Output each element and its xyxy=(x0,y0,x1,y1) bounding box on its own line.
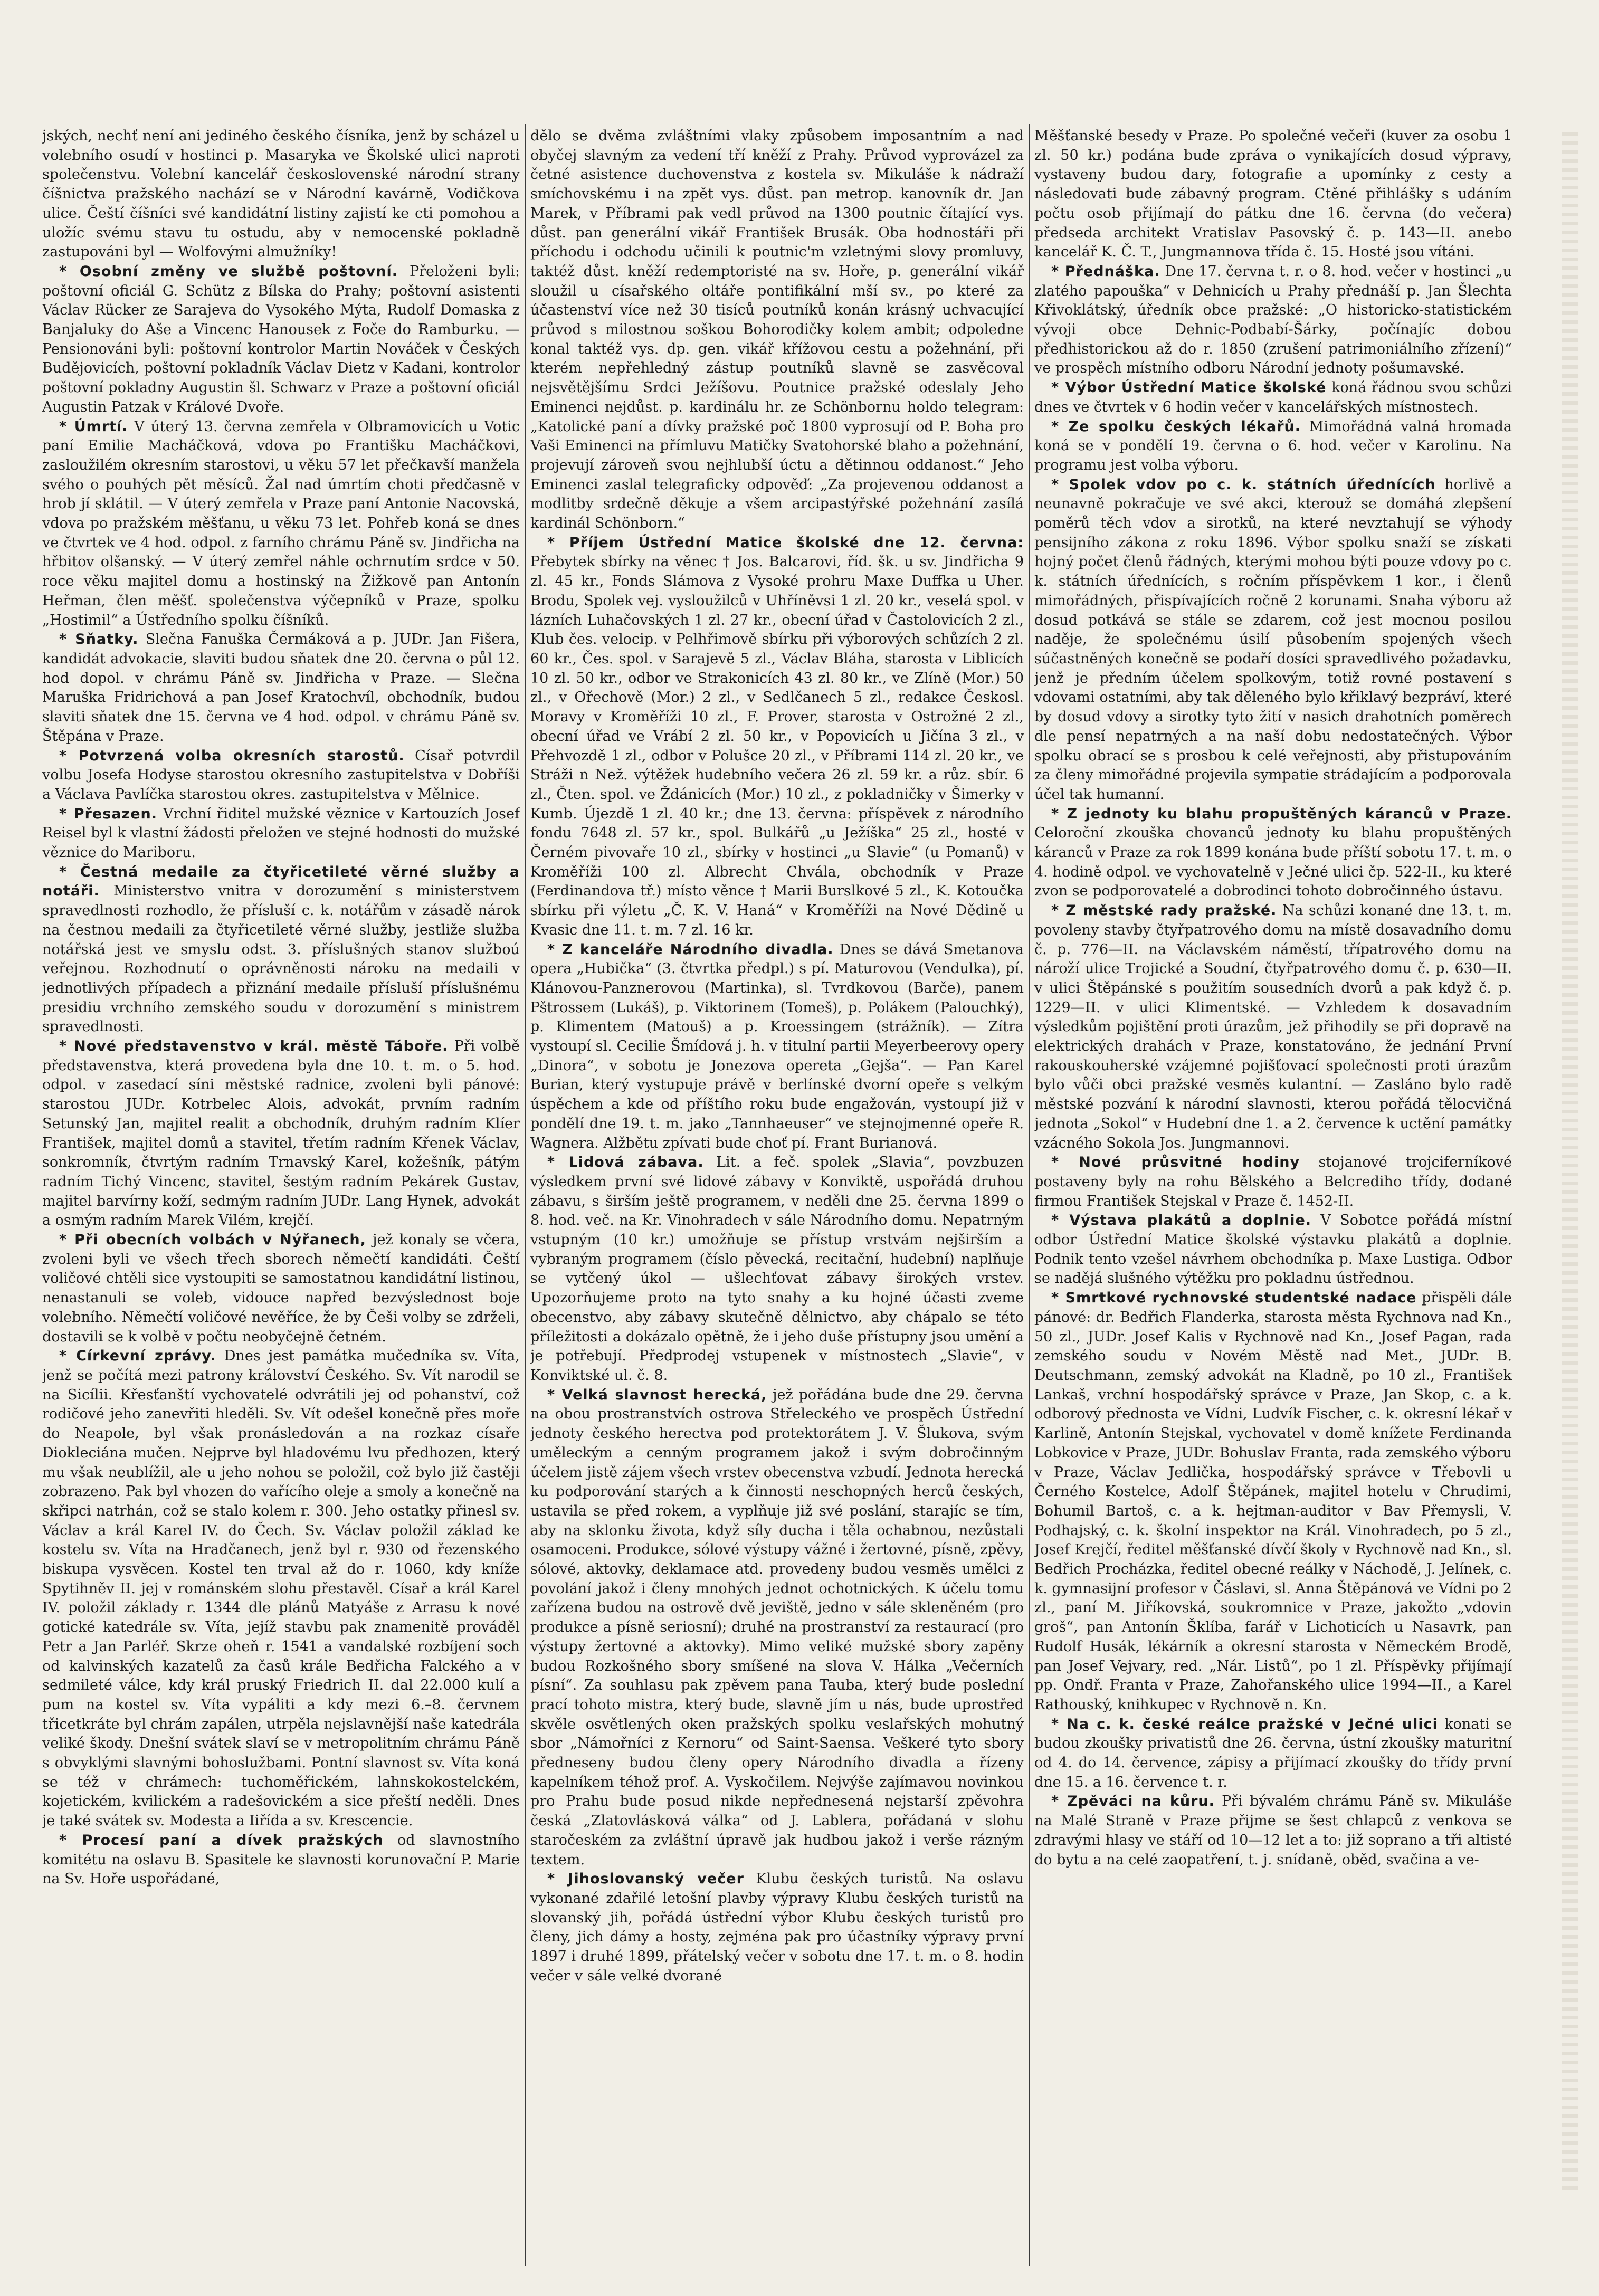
news-column-1 xyxy=(42,127,520,2264)
news-item xyxy=(42,127,520,262)
news-item-heading: * Přednáška. xyxy=(1051,263,1160,280)
news-item-text: Lit. a feč. spolek „Slavia“, povzbuzen výsledkem první své lidové zábavy v Konviktě, uspořádá druhou zábavu, s širším ještě programem, v neděli dne 25. června 1899 o 8. hod. več. na Kr. Vinohradech v sále Národního domu. Nepatrným vstupným (10 kr.) umožňuje se přístup vrstvám nejširším a vybraným programem (číslo pěvecká, recitační, hudební) naplňuje se vytčený úkol — ušlechťovat zábavy širokých vrstev. Upozorňujeme proto na tyto snahy a ku hojné účasti zveme obecenstvo, aby zábavy skutečně dělnictvo, aby chápalo se této příležitosti a dokázalo opětně, že i jeho duše přístupny jsou umění a je potřebují. Předprodej vstupenek v místnostech „Slavie“, v Konviktské ul. č. 8. xyxy=(530,1154,1024,1384)
news-item xyxy=(42,630,520,746)
news-item-heading: * Lidová zábava. xyxy=(547,1154,704,1171)
news-item xyxy=(42,1037,520,1231)
column-divider xyxy=(525,124,526,2266)
news-item-heading: * Při obecních volbách v Nýřanech, xyxy=(59,1232,366,1249)
news-item-text: jež konaly se včera, zvoleni byli ve všech třech sborech němečtí kandidáti. Čeští voličové chtěli sice vystoupiti se samostatnou kandidátní listinou, nenastanuli se voleb, vidouce napřed bezvýslednost boje volebního. Němečtí voličové nevěříce, že by Češi volby se zdrželi, dostavili se k volbě v počtu neobyčejně četném. xyxy=(42,1232,520,1345)
column-divider xyxy=(1029,124,1030,2266)
news-item-text: Dnes se dává Smetanova opera „Hubička“ (3. čtvrtka předpl.) s pí. Maturovou (Vendulka), pí. Klánovou-Panznerovou (Martinka), sl. Tvrdkovou (Barče), panem Pštrossem (Lukáš), p. Viktorinem (Tomeš), p. Polákem (Palouchký), p. Klimentem (Matouš) a p. Kroessingem (strážník). — Zítra vystoupí sl. Cecilie Šmídová j. h. v titulní partii Meyerbeerovy opery „Dinora“, v sobotu je Jonezova opereta „Gejša“. — Pan Karel Burian, který vystupuje právě v berlínské dvorní opeře s velkým úspěchem a kde od příštího roku bude engažován, vystoupí již v pondělí dne 19. t. m. jako „Tannhaeuser“ ve stejnojmenné opeře R. Wagnera. Alžbětu zpívati bude choť pí. Frant Burianová. xyxy=(530,941,1024,1151)
news-item xyxy=(530,127,1024,533)
news-item xyxy=(1034,127,1512,262)
news-item-heading: * Procesí paní a dívek pražských xyxy=(59,1832,384,1849)
news-item xyxy=(1034,475,1512,805)
news-item-heading: * Velká slavnost herecká, xyxy=(547,1386,767,1403)
news-item-heading: * Z kanceláře Národního divadla. xyxy=(547,941,834,958)
news-item xyxy=(1034,901,1512,1153)
news-item xyxy=(1034,1211,1512,1289)
news-item xyxy=(1034,262,1512,378)
news-item-text: od slavnostního komitétu na oslavu B. Spasitele ke slavnosti korunovační P. Marie na Sv. Hoře uspořádané, xyxy=(42,1832,520,1888)
news-item-text: V úterý 13. června zemřela v Olbramovicích u Votic paní Emilie Macháčková, vdova po Františku Macháčkovi, zasloužilém okresním starostovi, u věku 57 let přečkavší manžela svého o pouhých pět měsíců. Žal nad úmrtím choti předčasně v hrob jí sklátil. — V úterý zemřela v Praze paní Antonie Nacovská, vdova po pražském měšťanu, u věku 73 let. Pohřeb koná se dnes ve čtvrtek ve 4 hod. odpol. z farního chrámu Páně sv. Jindřicha na hřbitov olšanský. — V úterý zemřel náhle ochrnutím srdce v 50. roce věku majitel domu a hostinský na Žižkově pan Antonín Heřman, člen měšť. společenstva výčepníků v Praze, spolku „Hostimil“ a Ústředního spolku číšníků. xyxy=(42,418,520,628)
news-item-heading: * Zpěváci na kůru. xyxy=(1051,1793,1215,1810)
news-item-heading: * Výstava plakátů a doplnie. xyxy=(1051,1212,1312,1229)
news-item xyxy=(530,533,1024,940)
news-item-text: Dnes jest památka mučedníka sv. Víta, jenž se počítá mezi patrony království Českého. Sv. Vít narodil se na Sicílii. Křesťanští vychovatelé odvrátili jej od pohanství, což rodičové jeho zanevřiti hleděli. Sv. Vít odešel konečně přes moře do Neapole, byl však pronásledován a na rozkaz císaře Diokleciána mučen. Nejprve byl hladovému lvu předhozen, který mu však neublížil, ale u jeho nohou se položil, což bylo již častěji zobrazeno. Pak byl vhozen do vařícího oleje a smoly a konečně na skřipci natrhán, což se stalo kolem r. 300. Jeho ostatky přinesl sv. Václav a král Karel IV. do Čech. Sv. Václav položil základ ke kostelu sv. Víta na Hradčanech, jenž byl r. 930 od řezenského biskupa vysvěcen. Kostel ten trval až do r. 1060, kdy kníže Spytihněv II. jej v románském slohu přestavěl. Císař a král Karel IV. položil základy r. 1344 dle plánů Matyáše z Arrasu k nové gotické katedrále sv. Víta, jejíž stavbu pak znamenitě prováděl Petr a Jan Parléř. Skrze oheň r. 1541 a vandalské rozbíjení soch od kalvinských kazatelů za časů krále Bedřicha Falckého a v sedmileté válce, kdy král pruský Friedrich II. dal 22.000 kulí a pum na kostel sv. Víta vypáliti a kdy mezi 6.–8. červnem třicetkráte byl chrám zapálen, utrpěla nejslavnější naše katedrála veliké škody. Dnešní svátek slaví se v metropolitním chrámu Páně s obvyklými slavnými bohoslužbami. Pontní slavnost sv. Víta koná se též v chrámech: tuchoměřickém, lahnskokostelckém, kojetickém, kvilickém a radešovickém a sice přeští neděli. Dnes je také svátek sv. Modesta a Iiřída a sv. Krescencie. xyxy=(42,1348,520,1830)
news-item-heading: * Smrtkové rychnovské studentské nadace xyxy=(1051,1290,1417,1307)
news-column-3 xyxy=(1034,127,1512,2264)
news-item-heading: * Jihoslovanský večer xyxy=(547,1871,744,1888)
news-item-text: Celoroční zkouška chovanců jednoty ku blahu propuštěných káranců v Praze za rok 1899 konána bude příští sobotu 17. t. m. o 4. hodině odpol. ve vychovatelně v Ječné ulici čp. 522-II., ku které zvon se podporovatelé a dobrodinci tohoto dobročinného ústavu. xyxy=(1034,825,1512,900)
news-item-heading: * Osobní změny ve službě poštovní. xyxy=(59,263,398,280)
news-column-2 xyxy=(530,127,1024,2264)
news-item xyxy=(42,1831,520,1889)
news-item xyxy=(42,747,520,805)
news-item-heading: * Úmrtí. xyxy=(59,418,128,435)
news-item xyxy=(42,1231,520,1347)
news-item-heading: * Výbor Ústřední Matice školské xyxy=(1051,379,1327,396)
news-item-heading: * Církevní zprávy. xyxy=(59,1348,216,1365)
news-item-heading: * Sňatky. xyxy=(59,631,139,648)
news-item xyxy=(1034,1715,1512,1793)
news-item xyxy=(530,940,1024,1154)
news-item xyxy=(42,262,520,417)
news-item-text: koná řádnou svou schůzi dnes ve čtvrtek v 6 hodin večer v kancelářských místnostech. xyxy=(1034,379,1512,415)
scan-edge-artifact xyxy=(1562,132,1578,2190)
news-item xyxy=(42,1347,520,1831)
news-item-text: V Sobotce pořádá místní odbor Ústřední Matice školské výstavku plakátů a doplnie. Podnik tento vzešel návrhem obchodníka p. Maxe Lustiga. Odbor se nadějá slušného výtěžku pro pokladnu ústřednou. xyxy=(1034,1212,1512,1287)
news-item xyxy=(1034,1289,1512,1714)
news-item-text: stojanové trojciferníkové postaveny byly na rohu Bělského a Belcrediho třídy, dodané firmou František Stejskal v Praze č. 1452-II. xyxy=(1034,1154,1512,1209)
news-item-heading: * Přesazen. xyxy=(59,805,157,822)
news-item-heading: * Nové průsvitné hodiny xyxy=(1051,1154,1300,1171)
news-item xyxy=(42,417,520,631)
news-item xyxy=(1034,1792,1512,1870)
news-item-text: Ministerstvo vnitra v dorozumění s ministerstvem spravedlnosti rozhodlo, že přísluší c. k. notářům v zásadě nárok na čestnou medaili za čtyřicetileté věrné služby, jestliže služba notářská jest ve smyslu odst. 3. příslušných stanov služboú veřejnou. Rozhodnutí o oprávněnosti nároku na medaili v jednotlivých případech a přiznání medaile přísluší příslušnému presidiu vrchního zemského soudu v dorozumění s ministrem spravedlnosti. xyxy=(42,883,520,1035)
news-item-heading: * Potvrzená volba okresních starostů. xyxy=(59,747,405,764)
news-item xyxy=(42,863,520,1037)
news-item-heading: * Z městské rady pražské. xyxy=(1051,902,1277,919)
news-item-text: Dne 17. června t. r. o 8. hod. večer v hostinci „u zlatého papouška“ v Dehnicích u Prahy přednáší p. Jan Šlechta Křivoklátský, úředník obce pražské: „O historicko-statistickém vývoji obce Dehnic-Podbabí-Šárky, počínajíc dobou předhistorickou až do r. 1850 (zrušení patrimoniálního zřízení)“ ve prospěch místního odboru Národní jednoty pošumavské. xyxy=(1034,263,1512,377)
news-item-heading: * Ze spolku českých lékařů. xyxy=(1051,418,1301,435)
news-item xyxy=(530,1386,1024,1870)
news-item-text: Císař potvrdil volbu Josefa Hodyse starostou okresního zastupitelstva v Dobříši a Václava Pavlíčka starostou okres. zastupitelstva v Mělnice. xyxy=(42,747,520,803)
news-item-text: jež pořádána bude dne 29. června na obou prostranstvích ostrova Střeleckého ve prospěch Ústřední jednoty českého herectva pod protektorátem J. V. Šlukova, svým uměleckým a cenným programem jakož i svým dobročinným účelem jistě zájem všech vrstev obecenstva vzbudí. Jednota herecká ku podporování starých a k činnosti neschopných herců českých, ustavila se před rokem, a vyplňuje již své poslání, starajíc se tím, aby na sklonku života, když síly ducha i těla ochabnou, nezůstali osamoceni. Produkce, sólové výstupy vážné i žertovné, písně, zpěvy, sólové, aktovky, deklamace atd. provedeny budou vesměs umělci z povolání jakož i členy mnohých jednot ochotnických. K účelu tomu zařízena budou na ostrově dvě jeviště, jedno v sále skleněném (pro produkce a písně seriosní); druhé na prostranství za restaurací (pro výstupy žertovné a aktovky). Mimo veliké mužské sbory zapěny budou Rozkošného sbory smíšené na slova V. Hálka „Večerních písní“. Za souhlasu pak zpěvem pana Tauba, který bude poslední prací tohoto mistra, který bude, slavně jím u nás, bude uprostřed skvěle osvětlených oken pražských spolku veslařských mohutný sbor „Námořníci z Kernoru“ od Saint-Saensa. Veškeré tyto sbory předneseny budou členy opery Národního divadla a řízeny kapelníkem téhož prof. A. Vyskočilem. Nejvýše zajímavou novinkou pro Prahu bude posud nikde nepřednesená nejstarší zpěvohra česká „Zlatovlásková válka“ od J. Lablera, pořádaná v slohu staročeském za zvláštní úpravě jak hudbou jakož i verše rázným textem. xyxy=(530,1386,1024,1868)
news-item xyxy=(1034,417,1512,475)
news-item-text: konati se budou zkoušky privatistů dne 26. června, ústní zkoušky maturitní od 4. do 14. července, zápisy a přijímací zkoušky do třídy první dne 15. a 16. července t. r. xyxy=(1034,1716,1512,1790)
news-item-text: Na schůzi konané dne 13. t. m. povoleny stavby čtyřpatrového domu na místě dosavadního domu č. p. 776—II. na Václavském náměstí, třípatrového domu na nároží ulice Trojické a Soudní, čtyřpatrového domu č. p. 630—II. v ulici Štěpánské s použitím sousedních dvorů a pak když č. p. 1229—II. v ulici Klimentské. — Vzhledem k dosavadním výsledkům pojištění proti úrazům, jež přihodily se při dopravě na elektrických drahách v Praze, konstatováno, že jednání První rakouskouherské vzájemné pojišťovací společnosti proti úrazům bylo vůči obci pražské vesměs kulantní. — Zasláno bylo radě městské pozvání k národní slavnosti, kterou pořádá tělocvičná jednota „Sokol“ v Hudební dne 1. a 2. července k uctění památky vzácného Sokola Jos. Jungmannovi. xyxy=(1034,902,1512,1151)
news-item-heading: * Spolek vdov po c. k. státních úřednících xyxy=(1051,476,1436,493)
news-item xyxy=(42,805,520,863)
news-item-heading: * Příjem Ústřední Matice školské dne 12. června: xyxy=(547,534,1024,551)
news-item-text: přispěli dále pánové: dr. Bedřich Flanderka, starosta města Rychnova nad Kn., 50 zl., JUDr. Josef Kalis v Rychnově nad Kn., Josef Pagan, rada zemského soudu v Novém Městě nad Met., JUDr. B. Deutschmann, zemský advokát na Kladně, po 10 zl., František Lankaš, vrchní hospodářský správce v Praze, Jan Skop, c. a k. odborový přednosta ve Vídni, Ludvík Fischer, c. k. okresní lékař v Karlině, Antonín Stejskal, vychovatel v domě knížete Ferdinanda Lobkovice v Praze, JUDr. Bohuslav Franta, rada zemského výboru v Praze, Václav Jedlička, hospodářský správce v Třebovli u Černého Kostelce, Adolf Štěpánek, majitel hotelu v Chrudimi, Bohumil Bartoš, c. a k. hejtman-auditor v Bav Přemysli, V. Podhajský, c. k. školní inspektor na Král. Vinohradech, po 5 zl., Josef Krejčí, ředitel měšťanské dívčí školy v Rychnově nad Kn., sl. Bedřich Procházka, ředitel obecné reálky v Náchodě, J. Jelínek, c. k. gymnasijní profesor v Čáslavi, sl. Anna Štěpánová ve Vídni po 2 zl., paní M. Jiříkovská, soukromnice v Praze, jakožto „vdovin groš“, pan Antonín Šklíba, farář v Lichoticích u Nasavrk, pan Rudolf Husák, lékárník a okresní starosta v Německém Brodě, pan Josef Vejvary, red. „Nár. Listů“, po 1 zl. Příspěvky přijímají pp. Ondř. Franta v Praze, Zahořanského ulice 1994—II., a Karel Rathouský, knihkupec v Rychnově n. Kn. xyxy=(1034,1290,1512,1713)
news-item-heading: * Z jednoty ku blahu propuštěných káranců v Praze. xyxy=(1051,805,1512,822)
news-item-text: horlivě a neunavně pokračuje ve své akci, kterouž se domáhá zlepšení poměrů těch vdov a sirotků, na které nevztahují se výhody pensijního zákona z roku 1896. Výbor spolku snaží se získati hojný počet členů řádných, kterými mohou býti pouze vdovy po c. k. státních úřednících, s ročním příspěvkem 1 kor., i členů mimořádných, přispívajících ročně 2 korunami. Snaha výboru až dosud potkává se stále se zdarem, což jest mocnou posilou naděje, že společnému úsilí působením spojených všech súčastněných konečně se podaří dosíci spravedlivého požadavku, jenž je předním účelem spolkovým, totiž rovné postavení s vdovami ostatními, aby tak děleného bylo křiklavý bezpráví, které by dosud vdovy a sirotky tyto žití v nasich drahotních poměrech dle pensí nepatrných a na naší dobu nedostatečných. Výbor spolku obrací se s prosbou k celé veřejnosti, aby přistupováním za členy mimořádné projevila sympatie strádajícím a podporovala účel tak humanní. xyxy=(1034,476,1512,803)
news-item-text: Při bývalém chrámu Páně sv. Mikuláše na Malé Straně v Praze přijme se šest chlapců z venkova se zdravými hlasy ve stáří od 10—12 let a to: již soprano a tři altisté do bytu a na celé zaopatření, t. j. snídaně, oběd, svačina a ve- xyxy=(1034,1793,1512,1868)
news-item-text: Mimořádná valná hromada koná se v pondělí 19. června o 6. hod. večer v Karolinu. Na programu jest volba výboru. xyxy=(1034,418,1512,473)
news-item-text: Klubu českých turistů. Na oslavu vykonané zdařilé letošní plavby výpravy Klubu českých turistů na slovanský jih, pořádá ústřední výbor Klubu českých turistů pro členy, jich dámy a hosty, zejména pak pro účastníky výpravy první 1897 i druhé 1899, přátelský večer v sobotu dne 17. t. m. o 8. hodin večer v sále velké dvorané xyxy=(530,1871,1024,1984)
news-item xyxy=(1034,378,1512,417)
news-item-text: Při volbě představenstva, která provedena byla dne 10. t. m. o 5. hod. odpol. v zasedací síni městské radnice, zvoleni byli pánové: starostou JUDr. Kotrbelec Alois, advokát, prvním radním Setunský Jan, majitel realit a obchodník, druhým radním Klíer František, majitel domů a stavitel, třetím radním Křenek Václav, sonkromník, čtvrtým radním Trnavský Karel, kožešník, pátým radním Tichý Vincenc, stavitel, šestým radním Pekárek Gustav, majitel barvírny koží, sedmým radním JUDr. Lang Hynek, advokát a osmým radním Marek Vilém, krejčí. xyxy=(42,1038,520,1229)
news-item-heading: * Čestná medaile za čtyřicetileté věrné služby a notáři. xyxy=(42,863,520,900)
news-item-text: Slečna Fanuška Čermáková a p. JUDr. Jan Fišera, kandidát advokacie, slaviti budou sňatek dne 20. června o půl 12. hod dopol. v chrámu Páně sv. Jindřicha v Praze. — Slečna Maruška Fridrichová a pan Josef Kratochvíl, obchodník, budou slaviti sňatek dne 15. června ve 4 hod. odpol. v chrámu Páně sv. Štěpána v Praze. xyxy=(42,631,520,745)
news-item xyxy=(530,1153,1024,1385)
news-item-text: dělo se dvěma zvláštními vlaky způsobem imposantním a nad obyčej slavným za vedení tří kněží z Prahy. Průvod vyprovázel za četné asistence duchovenstva z kostela sv. Mikuláše k nádraží smíchovskému i na zpět vys. důst. pan metrop. kanovník dr. Jan Marek, v Příbrami pak vedl průvod na 1300 poutnic čítající vys. důst. pan generální vikář František Brusák. Oba hodnostáři při příchodu i odchodu učinili k poutnic'm vzletnými slovy promluvy, taktéž důst. kněží redemptoristé na sv. Hoře, p. generální vikář sloužil u císařského oltáře pontifikální mší sv., po které za účastenství více než 30 tisíců poutníků konán krásný uchvacující průvod s milostnou soškou Bohorodičky kolem ambit; odpoledne konal taktéž vys. dp. gen. vikář křížovou cestu a požehnání, při kterém nepřehledný zástup poutníků slavně se zasvěcoval nejsvětějšímu Srdci Ježíšovu. Poutnice pražské odeslaly Jeho Eminenci nejdůst. p. kardinálu hr. ze Schönbornu holdo telegram: „Katolické paní a dívky pražské poč 1800 vyprosují od P. Boha pro Vaši Eminenci na přímluvu Matičky Svatohorské blaho a požehnání, projevují zároveň svou nejhlubší úctu a dětinnou oddanost.“ Jeho Eminenci zaslal telegraficky odpověď: „Za projevenou oddanost a modlitby srdečně děkuje a všem arcipastýřské požehnání zasílá kardinál Schönborn.“ xyxy=(530,128,1024,532)
news-item-heading: * Nové představenstvo v král. městě Táboře. xyxy=(59,1038,449,1055)
news-item-text: Vrchní řiditel mužské věznice v Kartouzích Josef Reisel byl k vlastní žádosti přeložen ve stejné hodnosti do mužské věznice do Mariboru. xyxy=(42,805,520,861)
news-item xyxy=(1034,1153,1512,1211)
news-item-text: jských, nechť není ani jediného českého čísníka, jenž by scházel u volebního osudí v hostinci p. Masaryka ve Školské ulici naproti společenstvu. Volební kancelář československé národní strany číšnictva pražského nachází se v Národní kavárně, Vodičkova ulice. Čeští číšníci své kandidátní listiny zajistí ke cti pomohou a uložíc svému stavu tu ostudu, aby v nemocenské pokladně zastupováni byl — Wolfovými almužníky! xyxy=(42,128,520,261)
news-item xyxy=(1034,805,1512,902)
news-item-heading: * Na c. k. české reálce pražské v Ječné ulici xyxy=(1051,1716,1438,1732)
news-item-text: Přeloženi byli: poštovní oficiál G. Schütz z Bílska do Prahy; poštovní asistenti Václav Rücker ze Sarajeva do Vysokého Mýta, Rudolf Domaska z Banjaluky do Aše a Vincenc Hanousek z Foče do Ramburku. — Pensionováni byli: poštovní kontrolor Martin Nováček v Českých Budějovicích, poštovní pokladník Václav Dietz v Kadani, kontrolor poštovní pokladny Augustin šl. Schwarz v Praze a poštovní oficiál Augustin Patzak v Králové Dvoře. xyxy=(42,263,520,415)
news-item xyxy=(530,1870,1024,1986)
news-item-text: Měšťanské besedy v Praze. Po společné večeři (kuver za osobu 1 zl. 50 kr.) podána bude zpráva o vynikajících dosud výpravy, vystaveny budou dary, fotografie a upomínky z cesty a následovati bude zábavný program. Ctěné přihlášky s udáním počtu osob přijímají do pátku dne 16. června (do večera) předseda architekt Vratislav Pasovský č. p. 143—II. anebo kancelář K. Č. T., Jungmannova třída č. 15. Hosté jsou vítáni. xyxy=(1034,128,1512,261)
news-item-text: Přebytek sbírky na věnec † Jos. Balcarovi, říd. šk. u sv. Jindřicha 9 zl. 45 kr., Fonds Slámova z Vysoké prohru Maxe Duffka u Uher. Brodu, Spolek vej. vysloužilců v Uhříněvsi 1 zl. 20 kr., veselá spol. v lázních Luhačovských 1 zl. 27 kr., obecní úřad v Častolovicích 2 zl., Klub čes. velocip. v Pelhřimově sbírku při výborových schůzích 2 zl. 60 kr., Čes. spol. v Sarajevě 5 zl., Václav Bláha, starosta v Liblicích 10 zl. 50 kr., odbor ve Strakonicích 43 zl. 80 kr., ve Zlíně (Mor.) 50 zl., v Ořechově (Mor.) 2 zl., v Sedlčanech 5 zl., redakce Českosl. Moravy v Kroměříži 10 zl., F. Prover, starosta v Ostrožné 2 zl., obecní úřad ve Vrábí 2 zl. 50 kr., v Popovicích u Jičína 3 zl., v Přehvozdě 1 zl., odbor v Polušce 20 zl., v Příbrami 114 zl. 20 kr., ve Stráži n Než. výtěžek hudebního večera 26 zl. 59 kr. a růz. sbír. 6 zl., Čten. spol. ve Ždánicích (Mor.) 10 zl., z pokladničky v Šimerky v Kumb. Újezdě 1 zl. 40 kr.; dne 13. června: příspěvek z národního fondu 7648 zl. 57 kr., spol. Bulkářů „u Ježíška“ 25 zl., hosté v Černém pivovaře 10 zl., sbírky v hostinci „u Slavie“ (u Pomanů) v Kroměříži 100 zl. Albrecht Chvála, obchodník v Praze (Ferdinandova tř.) místo věnce † Marii Burslkové 5 zl., K. Kotoučka sbírku při výletu „Č. K. V. Haná“ v Kroměříži na Nové Dědině u Kvasic dne 11. t. m. 7 zl. 16 kr. xyxy=(530,554,1024,938)
